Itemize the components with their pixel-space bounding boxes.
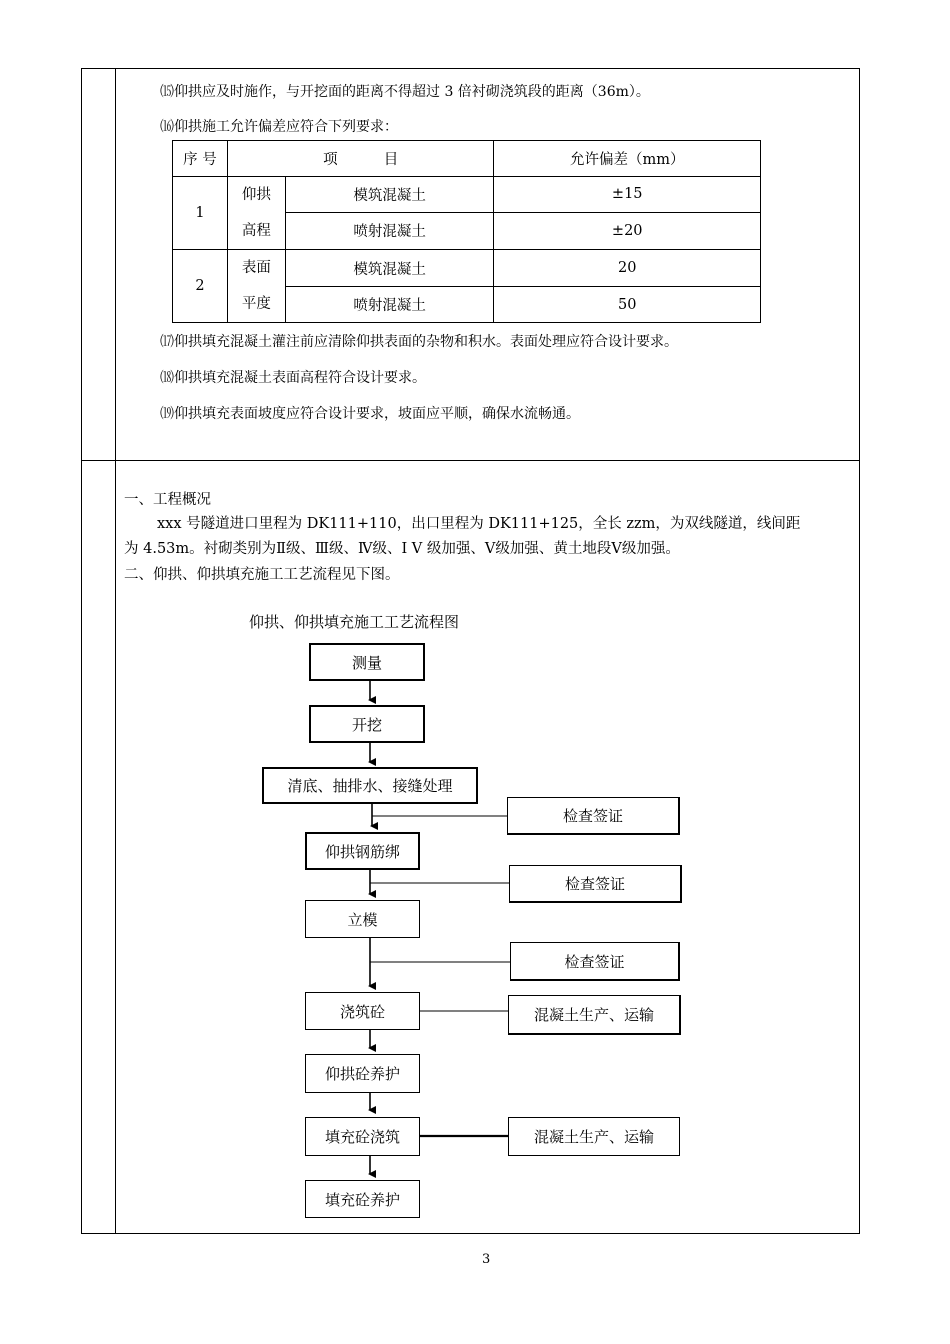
row-no: 2	[173, 250, 228, 323]
item-19: ⒆仰拱填充表面坡度应符合设计要求，坡面应平顺，确保水流畅通。	[160, 406, 580, 422]
page-number: 3	[482, 1252, 491, 1267]
row-value: ±15	[494, 177, 761, 213]
flow-box-fill-pour: 填充砼浇筑	[305, 1117, 420, 1156]
item-16: ⒃仰拱施工允许偏差应符合下列要求：	[160, 119, 398, 135]
flow-box-excavate: 开挖	[309, 705, 425, 743]
flow-box-cure: 仰拱砼养护	[305, 1054, 420, 1093]
item-17: ⒄仰拱填充混凝土灌注前应清除仰拱表面的杂物和积水。表面处理应符合设计要求。	[160, 334, 678, 350]
row-item: 模筑混凝土	[285, 250, 494, 287]
row-item: 喷射混凝土	[285, 287, 494, 323]
row-item: 模筑混凝土	[285, 177, 494, 213]
flow-box-concrete-1: 混凝土生产、运输	[508, 995, 681, 1035]
flow-box-pour: 浇筑砼	[305, 992, 420, 1030]
flow-box-rebar: 仰拱钢筋绑	[305, 832, 420, 870]
flow-box-measure: 测量	[309, 643, 425, 681]
flow-box-check-1: 检查签证	[507, 797, 680, 835]
header-no: 序 号	[173, 141, 228, 177]
flow-box-clean: 清底、抽排水、接缝处理	[262, 767, 478, 804]
heading-flow: 二、仰拱、仰拱填充施工工艺流程见下图。	[124, 567, 400, 583]
item-18: ⒅仰拱填充混凝土表面高程符合设计要求。	[160, 370, 426, 386]
flow-box-check-2: 检查签证	[509, 865, 682, 903]
overview-line-2: 为 4.53m。衬砌类别为Ⅱ级、Ⅲ级、Ⅳ级、Ⅰ V 级加强、Ⅴ级加强、黄土地段Ⅴ级加强。	[124, 541, 680, 557]
row-label-bottom: 平度	[241, 296, 271, 312]
flowchart-title: 仰拱、仰拱填充施工工艺流程图	[249, 613, 460, 631]
header-tolerance: 允许偏差（mm）	[494, 141, 761, 177]
row-label-top: 表面	[241, 260, 271, 276]
flow-box-fill-cure: 填充砼养护	[305, 1180, 420, 1218]
row-label-top: 仰拱	[241, 187, 271, 203]
header-item: 项 目	[227, 141, 494, 177]
flow-box-concrete-2: 混凝土生产、运输	[508, 1117, 680, 1156]
row-no: 1	[173, 177, 228, 250]
row-value: ±20	[494, 212, 761, 249]
item-15: ⒂仰拱应及时施作，与开挖面的距离不得超过 3 倍衬砌浇筑段的距离（36m）。	[160, 84, 650, 100]
row-label-bottom: 高程	[241, 223, 271, 239]
flow-box-check-3: 检查签证	[510, 942, 680, 981]
row-value: 20	[494, 250, 761, 287]
flow-box-formwork: 立模	[305, 900, 420, 938]
heading-overview: 一、工程概况	[124, 492, 211, 508]
row-item: 喷射混凝土	[285, 212, 494, 249]
row-value: 50	[494, 287, 761, 323]
overview-line-1: xxx 号隧道进口里程为 DK111+110，出口里程为 DK111+125，全长 zzm，为双线隧道，线间距	[157, 516, 801, 532]
